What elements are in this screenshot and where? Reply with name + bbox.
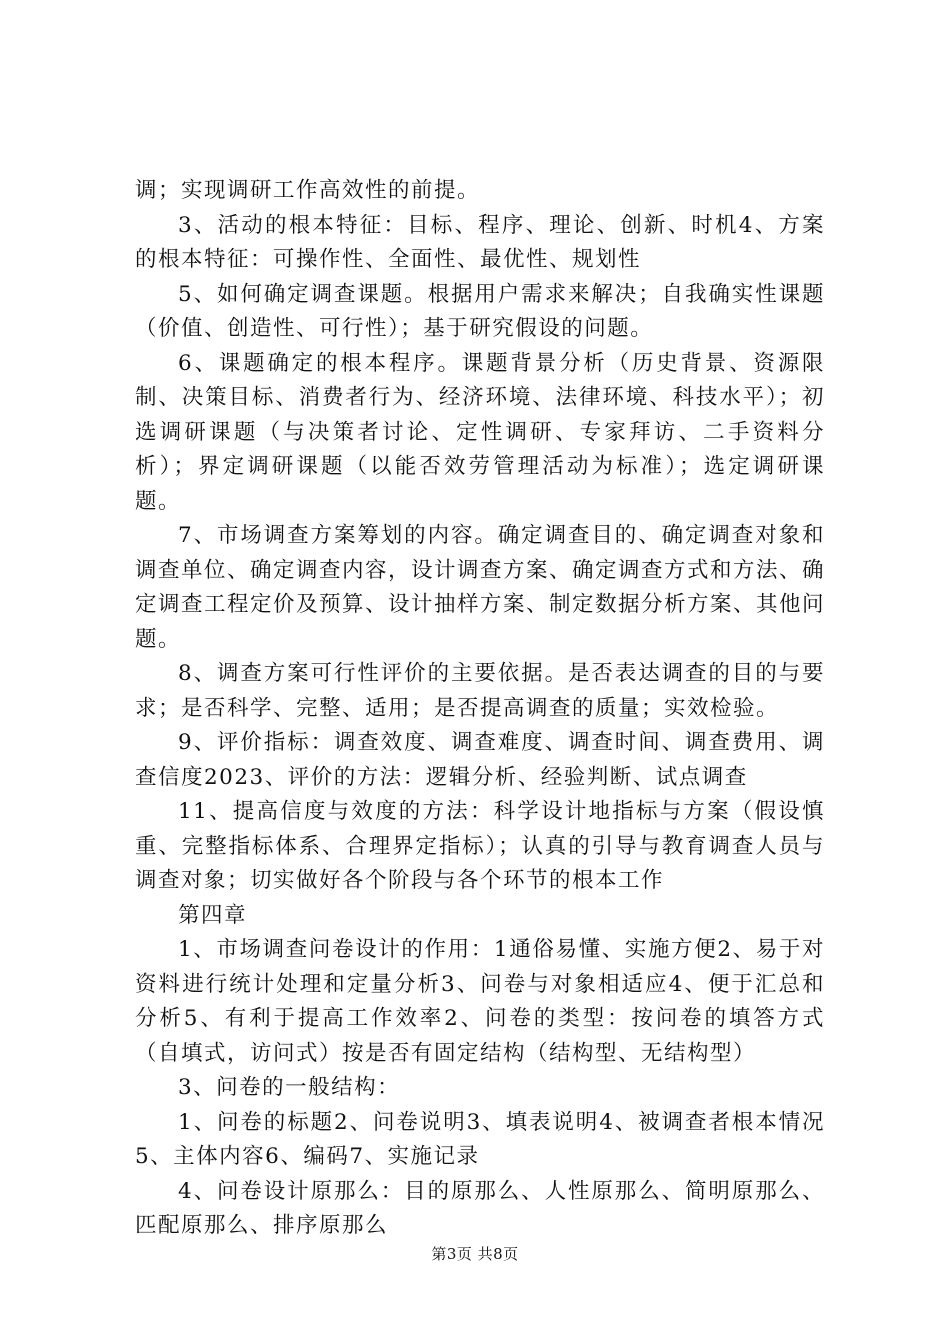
paragraph-10: 3、问卷的一般结构： xyxy=(178,1075,401,1100)
paragraph-8: 11、提高信度与效度的方法：科学设计地指标与方案（假设慎重、完整指标体系、合理界定指标）；认真的引导与教育调查人员与调查对象；切实做好各个阶段与各个环节的根本工作 xyxy=(135,799,825,893)
paragraph-5: 7、市场调查方案筹划的内容。确定调查目的、确定调查对象和调查单位、确定调查内容，设计调查方案、确定调查方式和方法、确定调查工程定价及预算、设计抽样方案、制定数据分析方案、其他问题。 xyxy=(135,523,826,652)
page-number-footer: 第3页 共8页 xyxy=(431,1245,519,1263)
chapter-heading: 第四章 xyxy=(178,902,248,928)
paragraph-4: 6、课题确定的根本程序。课题背景分析（历史背景、资源限制、决策目标、消费者行为、经济环境、法律环境、科技水平）；初选调研课题（与决策者讨论、定性调研、专家拜访、二手资料分析）；界定调研课题（以能否效劳管理活动为标准）；选定调研课题。 xyxy=(135,350,825,514)
paragraph-9: 1、市场调查问卷设计的作用：1通俗易懂、实施方便2、易于对资料进行统计处理和定量分析3、问卷与对象相适应4、便于汇总和分析5、有利于提高工作效率2、问卷的类型：按问卷的填答方式（自填式，访问式）按是否有固定结构（结构型、无结构型） xyxy=(135,937,825,1066)
paragraph-3: 5、如何确定调查课题。根据用户需求来解决；自我确实性课题（价值、创造性、可行性）；基于研究假设的问题。 xyxy=(135,281,825,341)
paragraph-7: 9、评价指标：调查效度、调查难度、调查时间、调查费用、调查信度2023、评价的方法：逻辑分析、经验判断、试点调查 xyxy=(135,730,825,790)
paragraph-1: 调；实现调研工作高效性的前提。 xyxy=(135,178,481,203)
paragraph-11: 1、问卷的标题2、问卷说明3、填表说明4、被调查者根本情况5、主体内容6、编码7、实施记录 xyxy=(135,1109,825,1169)
paragraph-12: 4、问卷设计原那么：目的原那么、人性原那么、简明原那么、匹配原那么、排序原那么 xyxy=(135,1178,825,1238)
paragraph-6: 8、调查方案可行性评价的主要依据。是否表达调查的目的与要求；是否科学、完整、适用；是否提高调查的质量；实效检验。 xyxy=(135,661,825,721)
document-body xyxy=(135,174,825,1244)
paragraph-2: 3、活动的根本特征：目标、程序、理论、创新、时机4、方案的根本特征：可操作性、全面性、最优性、规划性 xyxy=(135,212,825,272)
